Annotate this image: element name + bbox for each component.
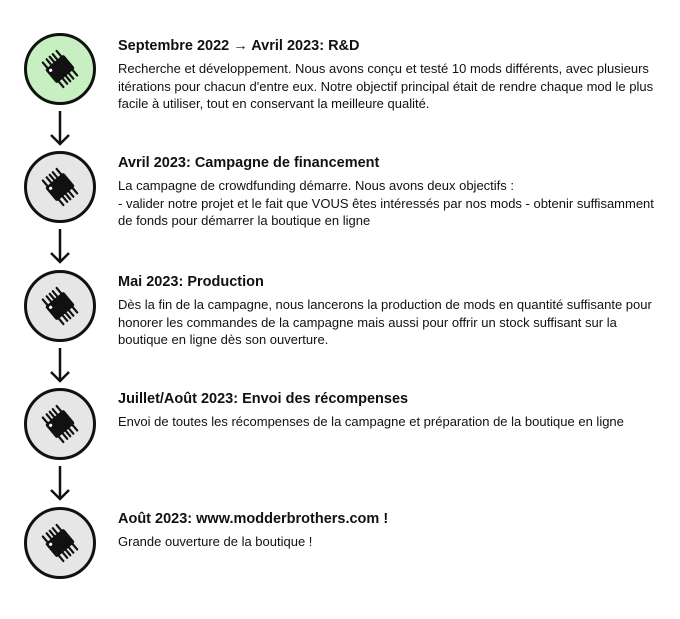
step-title: Septembre 2022 → Avril 2023: R&D: [118, 38, 360, 54]
step-marker: [24, 270, 96, 342]
step-title: Juillet/Août 2023: Envoi des récompenses: [118, 391, 409, 407]
down-arrow-icon: [48, 228, 72, 266]
microchip-icon: [38, 284, 82, 328]
step-content: [118, 510, 666, 551]
step-description: Dès la fin de la campagne, nous lancerons la production de mods en quantité suffisante pour honorer les commandes de la campagne mais aussi pour offrir un stock suffisant sur la boutique en ligne dès son ouverture.: [118, 297, 652, 347]
step-marker: [24, 507, 96, 579]
step-description: Grande ouverture de la boutique !: [118, 534, 313, 549]
step-description: La campagne de crowdfunding démarre. Nous avons deux objectifs : - valider notre projet et le fait que VOUS êtes intéressés par nos mods - obtenir suffisamment de fonds pour démarrer la boutique en ligne: [118, 178, 654, 228]
down-arrow-icon: [48, 110, 72, 148]
step-content: [118, 154, 666, 230]
microchip-icon: [38, 521, 82, 565]
step-content: [118, 390, 666, 431]
step-marker: [24, 151, 96, 223]
step-title: Avril 2023: Campagne de financement: [118, 155, 380, 171]
microchip-icon: [38, 47, 82, 91]
step-marker-active: [24, 33, 96, 105]
step-title: Mai 2023: Production: [118, 274, 264, 290]
step-marker: [24, 388, 96, 460]
step-content: [118, 273, 666, 349]
down-arrow-icon: [48, 465, 72, 503]
step-content: [118, 37, 666, 113]
down-arrow-icon: [48, 347, 72, 385]
step-title: Août 2023: www.modderbrothers.com !: [118, 511, 389, 527]
step-description: Envoi de toutes les récompenses de la campagne et préparation de la boutique en ligne: [118, 414, 624, 429]
microchip-icon: [38, 165, 82, 209]
microchip-icon: [38, 402, 82, 446]
step-description: Recherche et développement. Nous avons conçu et testé 10 mods différents, avec plusieurs itérations pour chacun d'entre eux. Notre objectif principal était de rendre chaque mod le plus facile à utiliser, tout en conservant la meilleure qualité.: [118, 61, 654, 111]
